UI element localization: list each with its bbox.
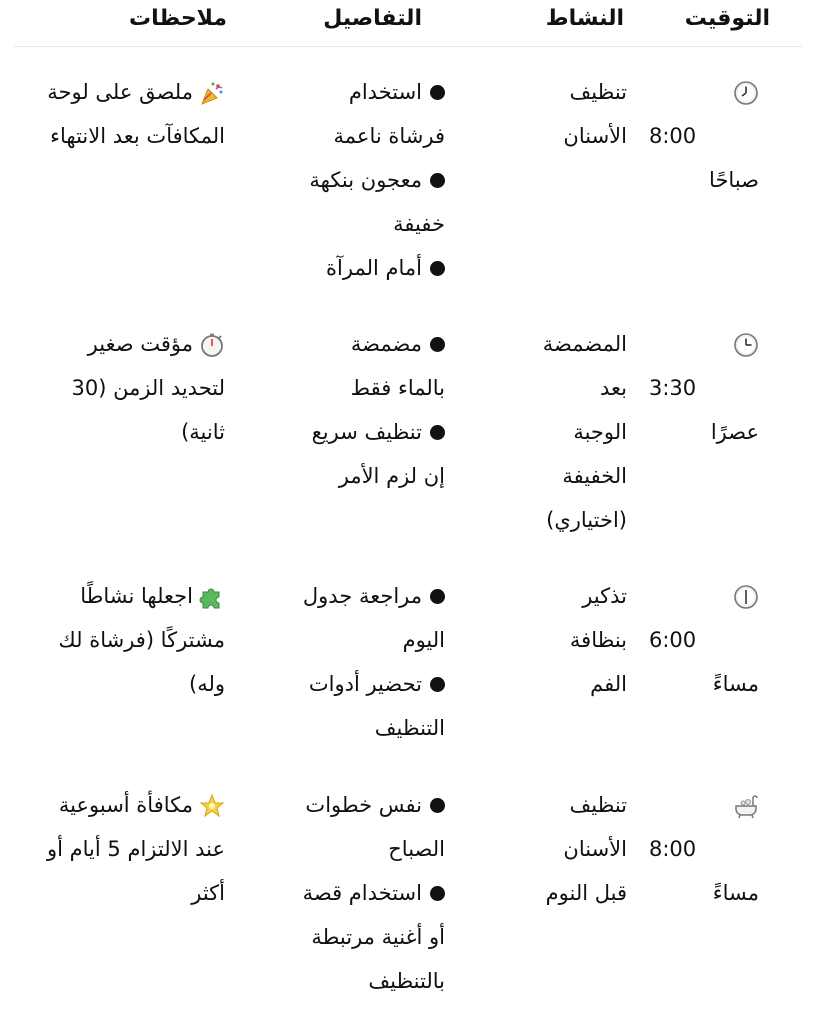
detail-text: اليوم xyxy=(402,628,445,652)
detail-text: معجون بنكهة xyxy=(309,168,422,192)
bullet-icon xyxy=(430,425,445,440)
detail-text: مراجعة جدول xyxy=(302,584,422,608)
notes-cell xyxy=(10,70,225,158)
bullet-icon xyxy=(430,886,445,901)
clock-icon xyxy=(733,80,759,106)
activity-line: بنظافة xyxy=(569,628,627,652)
header-notes: ملاحظات xyxy=(129,6,227,31)
time-cell xyxy=(649,322,759,454)
activity-line: تنظيف xyxy=(569,793,627,817)
time-cell xyxy=(649,574,759,706)
detail-text: استخدام قصة xyxy=(302,881,422,905)
time-period: صباحًا xyxy=(709,168,759,192)
activity-line: (اختياري) xyxy=(546,508,627,532)
activity-line: قبل النوم xyxy=(545,881,627,905)
note-text: مؤقت صغير xyxy=(87,332,193,356)
activity-cell xyxy=(517,322,627,542)
note-text: مكافأة أسبوعية xyxy=(58,793,193,817)
table-header xyxy=(14,0,802,47)
detail-text: الصباح xyxy=(388,837,445,861)
details-cell xyxy=(260,70,445,290)
time-value: 6:00 xyxy=(649,628,697,652)
bullet-icon xyxy=(430,798,445,813)
note-text: عند الالتزام 5 أيام أو xyxy=(47,837,225,861)
detail-text: بالتنظيف xyxy=(368,969,445,993)
note-text: المكافآت بعد الانتهاء xyxy=(50,124,225,148)
detail-text: نفس خطوات xyxy=(305,793,422,817)
detail-text: التنظيف xyxy=(374,716,445,740)
activity-line: الخفيفة xyxy=(562,464,627,488)
bullet-icon xyxy=(430,337,445,352)
bullet-icon xyxy=(430,261,445,276)
detail-text: أمام المرآة xyxy=(326,256,422,280)
activity-line: الأسنان xyxy=(563,837,627,861)
activity-line: الوجبة xyxy=(573,420,627,444)
time-cell xyxy=(649,783,759,915)
stopwatch-icon xyxy=(199,332,225,358)
activity-line: المضمضة xyxy=(542,332,627,356)
activity-line: تنظيف xyxy=(569,80,627,104)
details-cell xyxy=(260,322,445,498)
detail-text: استخدام xyxy=(348,80,422,104)
time-value: 8:00 xyxy=(649,124,697,148)
bullet-icon xyxy=(430,173,445,188)
activity-line: الأسنان xyxy=(563,124,627,148)
detail-text: بالماء فقط xyxy=(350,376,445,400)
detail-text: تنظيف سريع xyxy=(311,420,422,444)
detail-text: فرشاة ناعمة xyxy=(333,124,445,148)
time-period: مساءً xyxy=(712,881,759,905)
header-activity: النشاط xyxy=(545,6,624,31)
details-cell xyxy=(260,574,445,750)
clock-icon xyxy=(733,332,759,358)
header-time: التوقيت xyxy=(684,6,770,31)
detail-text: إن لزم الأمر xyxy=(338,464,445,488)
activity-cell xyxy=(517,574,627,706)
bullet-icon xyxy=(430,85,445,100)
bullet-icon xyxy=(430,677,445,692)
activity-cell xyxy=(517,783,627,915)
activity-line: تذكير xyxy=(582,584,627,608)
note-text: أكثر xyxy=(191,881,225,905)
note-text: اجعلها نشاطًا xyxy=(80,584,193,608)
puzzle-piece-icon xyxy=(199,584,225,610)
star-icon xyxy=(199,793,225,819)
bullet-icon xyxy=(430,589,445,604)
time-value: 8:00 xyxy=(649,837,697,861)
note-text: ثانية) xyxy=(181,420,225,444)
bathtub-icon xyxy=(733,793,759,819)
time-period: مساءً xyxy=(712,672,759,696)
header-details: التفاصيل xyxy=(323,6,422,31)
time-period: عصرًا xyxy=(710,420,759,444)
time-value: 3:30 xyxy=(649,376,697,400)
note-text: لتحديد الزمن (30 xyxy=(71,376,225,400)
clock-icon xyxy=(733,584,759,610)
detail-text: خفيفة xyxy=(393,212,445,236)
notes-cell xyxy=(10,322,225,454)
activity-line: الفم xyxy=(590,672,627,696)
activity-cell xyxy=(517,70,627,158)
notes-cell xyxy=(10,783,225,915)
details-cell xyxy=(260,783,445,1003)
notes-cell xyxy=(10,574,225,706)
detail-text: مضمضة xyxy=(350,332,422,356)
activity-line: بعد xyxy=(600,376,627,400)
note-text: مشتركًا (فرشاة لك xyxy=(58,628,225,652)
party-popper-icon xyxy=(199,80,225,106)
detail-text: تحضير أدوات xyxy=(308,672,422,696)
note-text: وله) xyxy=(189,672,225,696)
note-text: ملصق على لوحة xyxy=(47,80,193,104)
detail-text: أو أغنية مرتبطة xyxy=(311,925,445,949)
time-cell xyxy=(649,70,759,202)
